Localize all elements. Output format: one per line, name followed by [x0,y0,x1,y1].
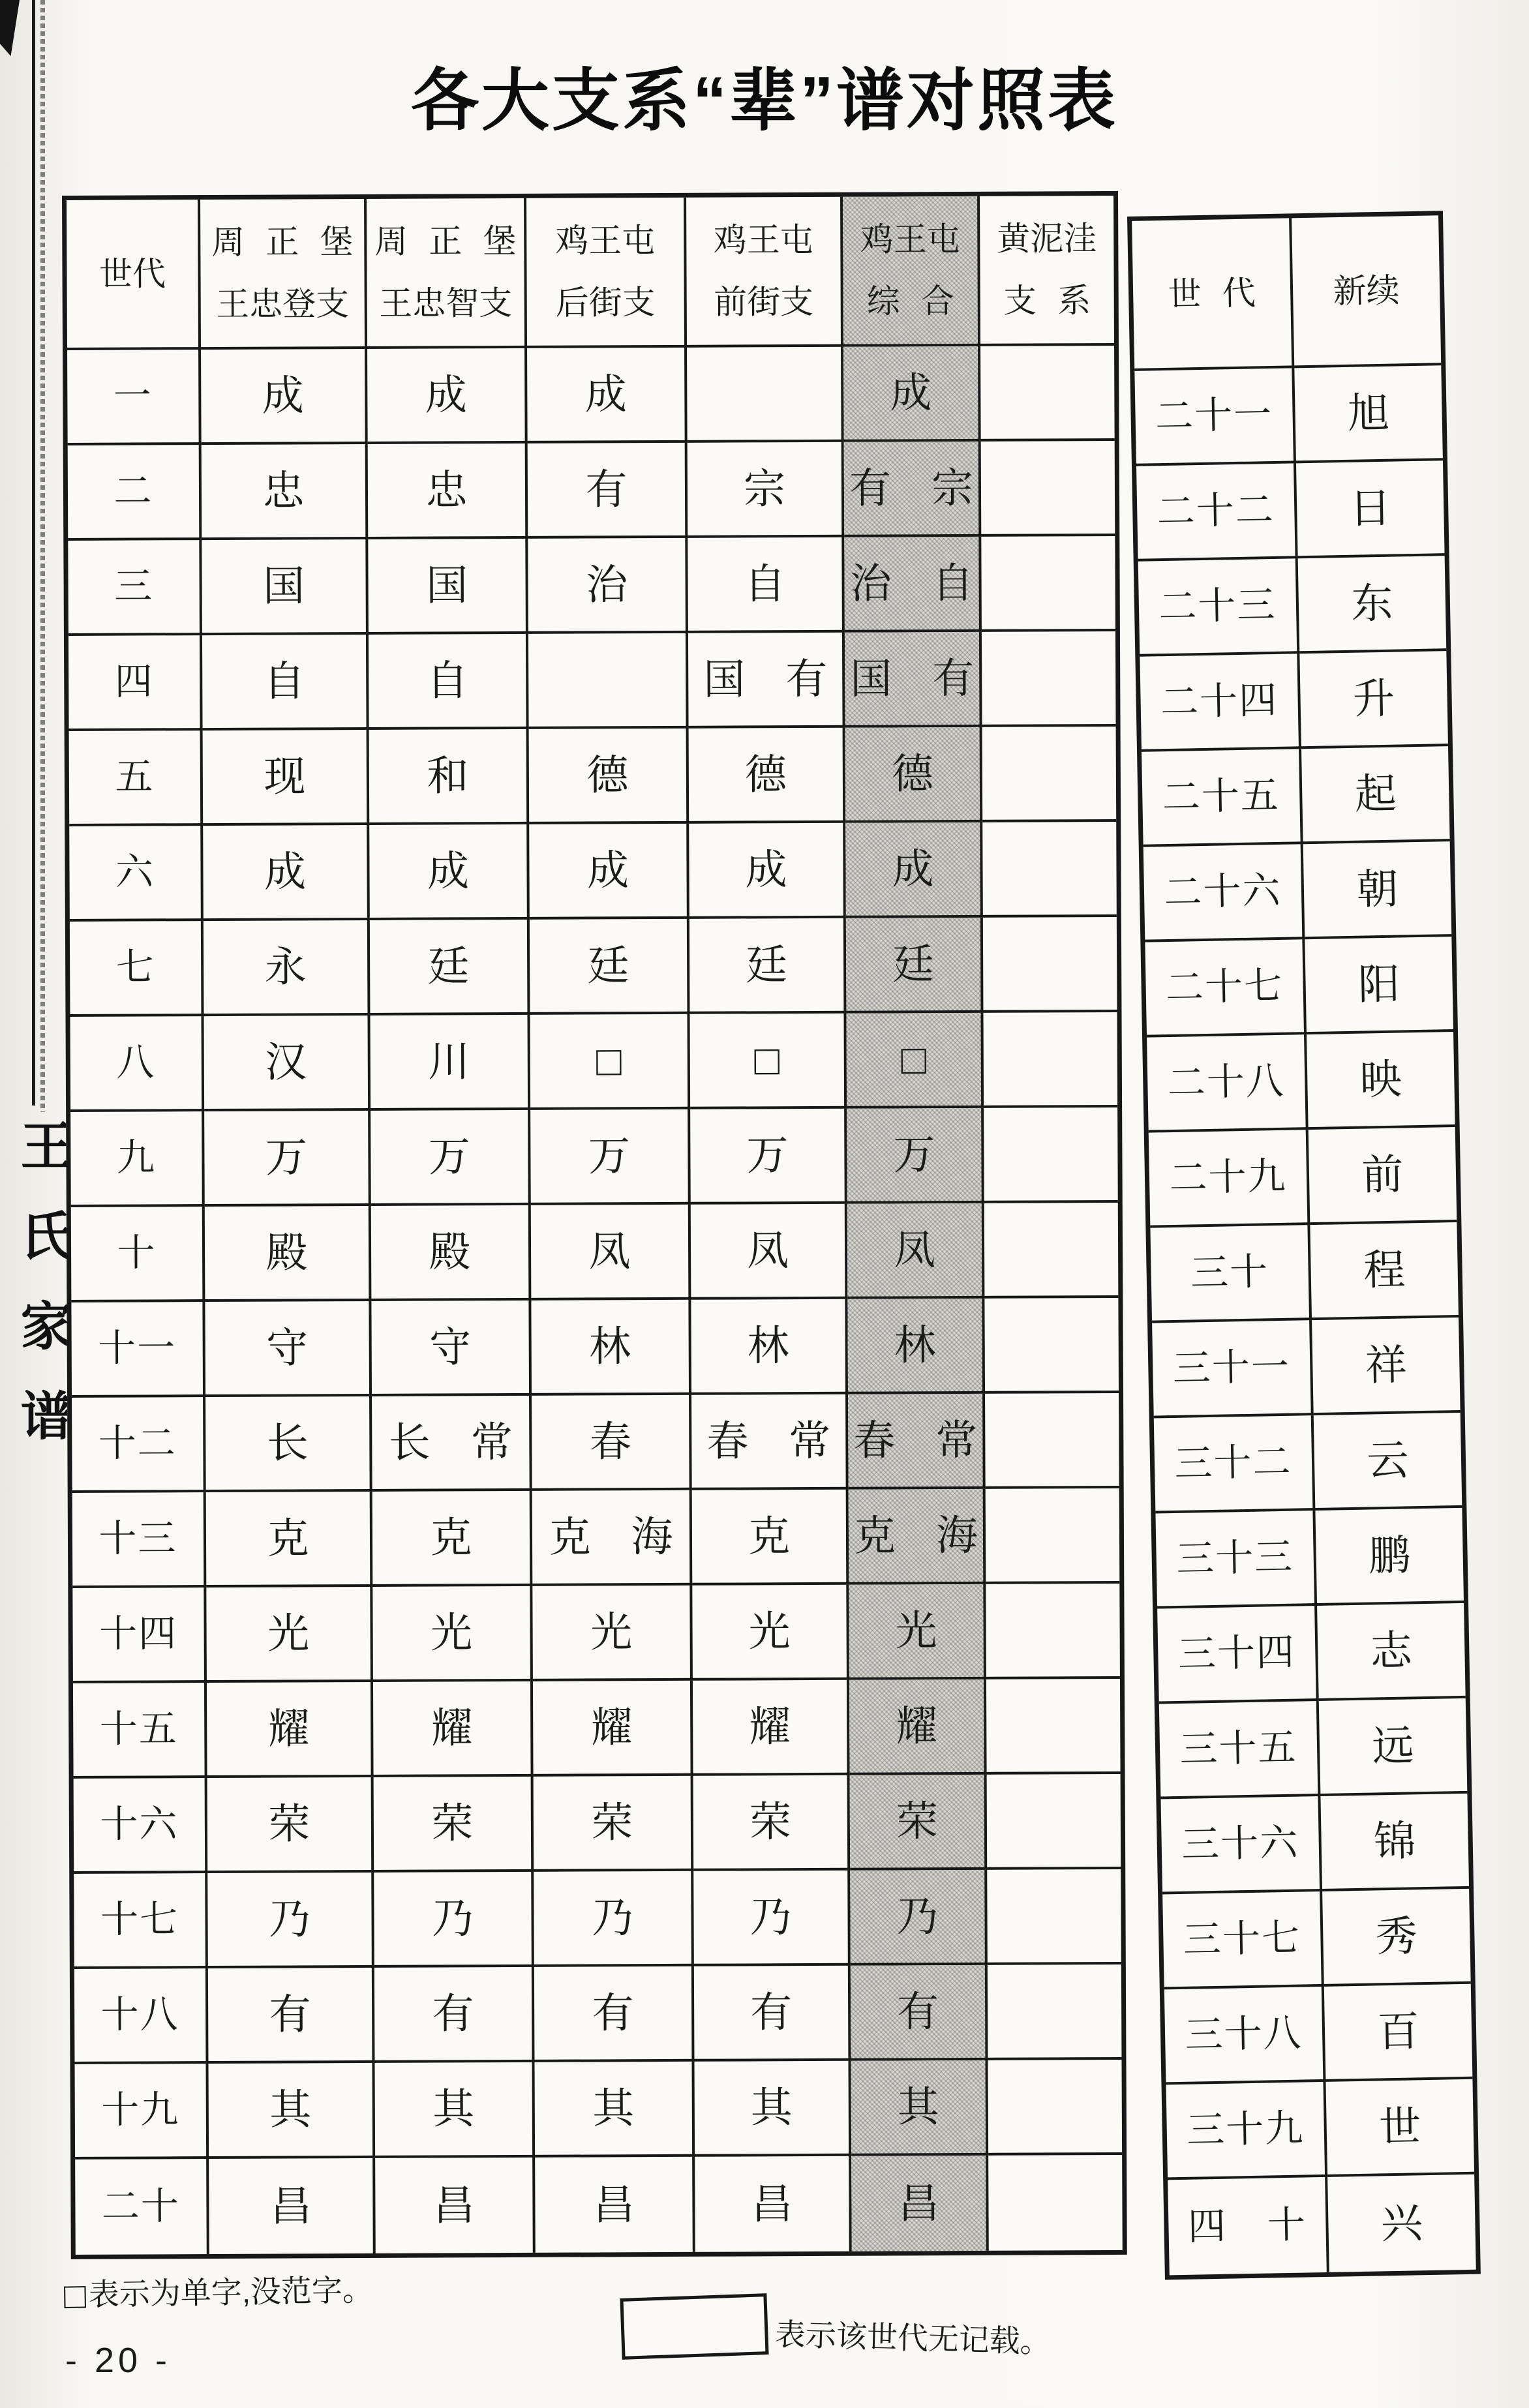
name-cell: 日 [1296,460,1445,558]
legend-box-note: 表示该世代无记载。 [774,2317,1052,2359]
table-row [74,1869,1121,1969]
table-row [69,727,1117,826]
generation-cell: 十六 [74,1778,208,1874]
name-cell: □ [846,1013,984,1109]
generation-cell: 二十五 [1142,749,1303,847]
generation-cell: 二十七 [1145,939,1307,1037]
table-row [1160,1794,1469,1895]
table-row [1142,746,1450,847]
name-cell: 世 [1325,2079,1474,2177]
name-cell [985,1393,1119,1489]
name-cell: □ [689,1014,847,1109]
name-cell [986,1584,1120,1679]
name-cell [986,1488,1120,1584]
name-cell: 和 [369,729,530,825]
generation-cell: 十二 [72,1397,206,1493]
name-cell: 现 [203,730,370,826]
name-cell [687,347,844,443]
name-cell: 治 自 [844,537,982,633]
name-cell: 昌 [851,2156,989,2251]
generation-cell: 三十五 [1159,1701,1321,1799]
table-row [1157,1603,1466,1704]
name-cell: 万 [690,1109,847,1205]
name-cell: 荣 [207,1777,374,1873]
generation-cell: 八 [70,1016,204,1112]
name-cell: 荣 [693,1775,851,1871]
name-cell: 万 [371,1110,531,1206]
name-cell [984,1298,1119,1394]
name-cell: 其 [851,2060,988,2156]
name-cell: 耀 [849,1679,987,1775]
table-row [68,631,1116,731]
name-cell: 乃 [850,1870,988,1966]
name-cell: 乃 [207,1873,374,1968]
generation-cell: 三十三 [1155,1511,1317,1608]
name-cell: 殿 [205,1206,372,1302]
name-cell: 起 [1301,746,1450,844]
table-row [1138,556,1447,657]
name-cell: 光 [692,1585,849,1681]
generation-cell: 二十九 [1149,1130,1310,1227]
generation-cell: 三十六 [1160,1796,1322,1894]
name-cell: 廷 [370,920,530,1016]
name-cell: 廷 [846,918,984,1014]
table-row [67,346,1115,445]
generation-cell: 三十 [1150,1225,1312,1323]
name-cell: 克 海 [849,1489,986,1585]
table-row [68,441,1115,541]
name-cell: 锦 [1320,1794,1469,1891]
name-cell: 自 [688,537,845,633]
name-cell: 有 [528,443,688,539]
table-row [1134,365,1443,466]
generation-cell: 六 [69,826,204,922]
table-row [1162,1889,1471,1990]
table-row [73,1679,1121,1779]
name-cell: 林 [691,1299,848,1395]
name-cell: 万 [847,1108,984,1204]
name-cell: 凤 [691,1204,848,1300]
name-cell: 永 [204,920,371,1016]
table-row [1166,2079,1474,2180]
name-cell: 旭 [1294,365,1443,463]
name-cell: 荣 [850,1775,988,1871]
table-row [71,1298,1119,1398]
name-cell: 有 [851,1965,988,2061]
name-cell: 东 [1298,556,1447,654]
table-row [74,1964,1122,2064]
table-row [1143,841,1452,942]
name-cell [987,1774,1121,1870]
book-side-title: 王氏家谱 [12,1119,70,1479]
table-row [72,1488,1120,1588]
name-cell: □ [530,1014,690,1110]
generation-cell: 十八 [74,1968,209,2064]
name-cell: 昌 [209,2158,376,2254]
name-cell: 国 [368,539,528,635]
generation-cell: 三十二 [1154,1415,1316,1513]
table-row [1150,1222,1459,1323]
generation-cell: 五 [69,730,204,826]
name-cell: 百 [1324,1984,1473,2082]
header-cell: 鸡王屯 综 合 [843,196,980,347]
header-cell: 世 代 [1132,218,1294,370]
generation-cell: 十一 [71,1302,205,1398]
name-cell: 云 [1314,1413,1462,1511]
table-row [70,917,1117,1017]
table-row [1140,651,1448,752]
name-cell [988,2155,1123,2251]
table-row [74,1774,1121,1874]
name-cell [981,536,1115,632]
name-cell: 成 [529,824,689,920]
name-cell: 秀 [1322,1889,1471,1987]
table-row [75,2155,1123,2255]
name-cell: 乃 [534,1871,694,1967]
name-cell: 朝 [1303,841,1452,939]
table-row [1168,2175,1476,2276]
name-cell: 乃 [374,1872,534,1968]
name-cell: 成 [527,348,688,444]
name-cell [987,1869,1121,1965]
name-cell: 成 [843,346,981,442]
name-cell: 前 [1309,1127,1457,1225]
generation-cell: 二十六 [1143,844,1305,942]
name-cell [988,1964,1122,2060]
name-cell: 林 [531,1300,691,1396]
name-cell: 德 [689,728,846,824]
generation-cell: 二十四 [1140,654,1301,751]
name-cell: 成 [203,825,370,921]
name-cell [982,727,1117,822]
generation-comparison-table [62,191,1127,2259]
generation-cell: 十七 [74,1873,208,1969]
empty-box-symbol [620,2293,768,2360]
name-cell [988,2060,1122,2156]
name-cell: 阳 [1305,937,1453,1034]
name-cell: 其 [534,2062,695,2158]
table-row [1164,1984,1473,2085]
binding-line [32,0,35,1106]
name-cell: 宗 [688,442,845,538]
name-cell: 耀 [533,1681,693,1777]
name-cell: 昌 [535,2157,695,2253]
generation-cell: 九 [70,1111,205,1207]
table-row [71,1203,1119,1302]
name-cell: 有 宗 [844,442,982,537]
name-cell [983,917,1117,1013]
name-cell: 春 [532,1395,692,1491]
name-cell: 长 [205,1396,372,1492]
name-cell: 凤 [531,1205,691,1301]
generation-cell: 二十二 [1136,463,1298,561]
name-cell: 守 [371,1301,532,1396]
name-cell: 自 [369,634,529,730]
name-cell: 成 [845,822,983,918]
table-row [1152,1317,1461,1419]
legend-square-note [63,2266,373,2317]
generation-cell: 三十四 [1157,1606,1319,1704]
table-row [1149,1127,1457,1228]
generation-cell: 十 [71,1207,205,1302]
name-cell: 祥 [1312,1317,1461,1415]
name-cell: 成 [367,348,528,444]
generation-cell: 三十九 [1166,2082,1327,2180]
generation-cell: 七 [70,921,204,1017]
name-cell: 克 [692,1490,849,1586]
name-cell: 远 [1319,1698,1468,1796]
name-cell: 兴 [1380,2199,1423,2248]
name-cell: 鹏 [1315,1508,1464,1606]
table-row [1154,1413,1462,1514]
name-cell: 乃 [693,1871,851,1966]
name-cell: 川 [370,1015,530,1111]
table-row [70,1107,1118,1207]
generation-cell: 十三 [72,1492,207,1588]
table-row [1145,937,1453,1038]
generation-cell: 二 [68,445,202,541]
generation-cell: 十五 [73,1683,207,1779]
name-cell: 克 [206,1492,373,1588]
name-cell [982,822,1117,918]
name-cell: 成 [689,823,846,919]
header-cell: 鸡王屯 后街支 [526,198,687,348]
name-cell: 有 [534,1966,695,2062]
table-row [68,536,1115,636]
name-cell: 有 [694,1966,851,2062]
name-cell: 昌 [695,2156,852,2252]
name-cell: 光 [206,1587,373,1683]
generation-cell: 十四 [72,1588,207,1683]
table-row [1159,1698,1468,1799]
generation-cell: 二十一 [1134,368,1296,466]
generation-cell: 四 [68,635,203,731]
table-row [69,822,1117,922]
name-cell: 自 [202,635,369,730]
name-cell: 其 [694,2061,851,2157]
name-cell: 耀 [207,1682,374,1778]
name-cell: 治 [528,538,688,634]
table-row [75,2060,1123,2160]
name-cell [983,1012,1117,1108]
name-cell: 光 [849,1584,986,1680]
name-cell: 廷 [689,918,847,1014]
name-cell [984,1203,1119,1299]
name-cell: 忠 [202,444,369,540]
name-cell: 春 常 [691,1394,849,1490]
name-cell: 凤 [847,1203,985,1299]
name-cell: 有 [374,1967,535,2063]
name-cell: 昌 [375,2158,536,2253]
name-cell [981,441,1115,537]
name-cell: 汉 [204,1016,371,1111]
name-cell: 有 [208,1968,375,2064]
header-cell: 周 正 堡 王忠登支 [200,199,367,350]
name-cell: 守 [205,1301,372,1397]
name-cell: 万 [530,1109,691,1205]
binding-squiggle-line [40,0,45,1112]
name-cell: 耀 [693,1680,850,1776]
generation-cell: 三十七 [1162,1891,1324,1989]
name-cell: 志 [1317,1603,1466,1701]
square-note-text: 表示为单字,没范字。 [88,2272,374,2312]
generation-cell: 四 十 [1168,2177,1329,2275]
table-row [1155,1508,1464,1609]
name-cell [528,633,689,729]
generation-cell: 一 [67,350,202,445]
square-symbol: □ [63,2274,87,2317]
name-cell: 林 [847,1299,985,1394]
name-cell: 廷 [530,919,690,1015]
table-row [1136,460,1445,562]
generation-cell: 十九 [75,2064,209,2160]
page-title: 各大支系“辈”谱对照表 [410,63,1118,139]
name-cell: 国 有 [845,632,982,728]
name-cell [986,1679,1121,1775]
table-row [70,1012,1117,1112]
name-cell: 其 [374,2062,535,2158]
name-cell: 成 [201,349,368,445]
generation-cell: 三十八 [1164,1987,1326,2084]
header-cell: 周 正 堡 王忠智支 [367,198,527,349]
name-cell: 春 常 [848,1394,986,1490]
generation-cell: 三 [68,540,202,636]
name-cell: 德 [845,727,983,823]
name-cell: 万 [204,1111,371,1207]
table-row [1147,1032,1455,1133]
name-cell: 荣 [374,1777,534,1873]
page-number: - 20 - [65,2341,172,2380]
generation-cell: 二十三 [1138,558,1300,656]
name-cell: 映 [1307,1032,1455,1130]
generation-cell: 二十 [75,2159,209,2255]
name-cell [980,346,1115,442]
name-cell: 升 [1299,651,1448,749]
table-row [72,1584,1120,1683]
generation-cell: 二十八 [1147,1034,1309,1132]
header-cell: 新续 [1292,215,1441,368]
name-cell: 国 有 [688,633,845,729]
name-cell [984,1107,1118,1203]
table-row [72,1393,1119,1493]
name-cell: 其 [208,2063,375,2159]
name-cell: 克 [372,1491,533,1587]
name-cell: 荣 [534,1776,694,1872]
generation-cell: 三十一 [1152,1320,1314,1418]
header-cell: 世代 [67,200,201,350]
name-cell: 光 [372,1586,533,1682]
name-cell: 德 [529,729,689,824]
continuation-generation-table [1127,211,1481,2280]
header-cell: 黄泥洼 支 系 [980,196,1114,346]
name-cell: 光 [532,1586,693,1681]
name-cell: 长 常 [372,1396,532,1492]
name-cell: 程 [1310,1222,1459,1320]
name-cell: 国 [202,539,369,635]
name-cell: 殿 [371,1205,532,1301]
name-cell: 克 海 [532,1490,693,1586]
name-cell [982,631,1116,727]
name-cell: 耀 [373,1681,534,1777]
name-cell: 成 [369,824,530,920]
header-cell: 鸡王屯 前街支 [686,197,843,348]
name-cell: 忠 [368,444,528,539]
